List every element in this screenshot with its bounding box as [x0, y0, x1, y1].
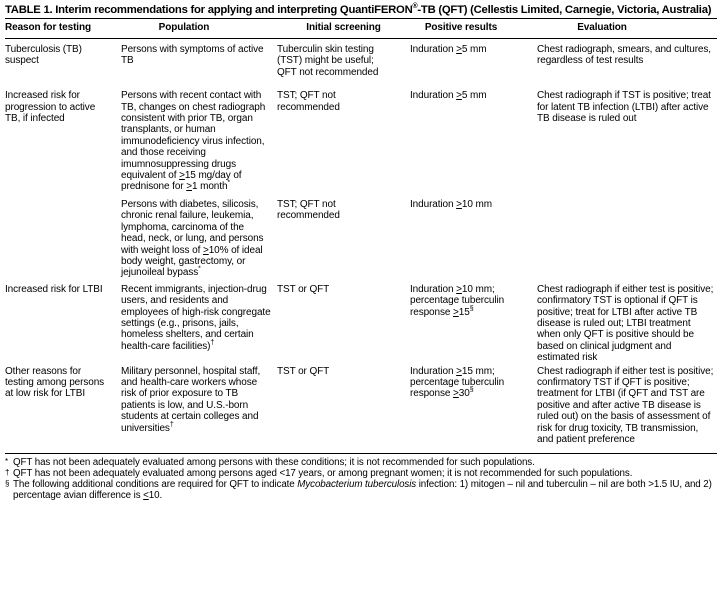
column-header-reason-for-testing: Reason for testing	[5, 22, 91, 33]
header-divider-rule	[5, 38, 717, 39]
table-row-increased-risk-progression	[5, 90, 717, 193]
footnote-text: QFT has not been adequately evaluated among persons aged <17 years, or among pregnant women; it is not recommended for such populations.	[13, 468, 633, 480]
cell-positive-results: Induration >5 mm	[410, 44, 487, 55]
cell-population: Persons with recent contact with TB, changes on chest radiograph consistent with prior TB, organ transplants, or human immunodeficiency virus infection, and those receiving imumnosuppressing drugs equivalent of >15 mg/day of prednisone for >1 month*	[121, 90, 266, 193]
table-bottom-spacer	[5, 445, 717, 451]
table-header-row	[5, 19, 717, 38]
footnote-asterisk	[5, 457, 717, 468]
column-header-evaluation: Evaluation	[577, 22, 627, 33]
footnote-marker: †	[5, 468, 10, 478]
cell-initial-screening: TST; QFT not recommended	[277, 198, 340, 222]
column-header-population: Population	[158, 22, 210, 33]
footnote-marker: *	[5, 457, 9, 467]
cell-evaluation: Chest radiograph if either test is positive; confirmatory TST if QFT is positive; treatment for LTBI (if QFT and TST are positive and after active TB disease is ruled out) on the basis of assessment of risk for drug toxicity, TB transmission, and patient preference	[537, 365, 714, 445]
column-header-initial-screening: Initial screening	[306, 22, 381, 33]
cell-population: Recent immigrants, injection-drug users, and residents and employees of high-risk congregate settings (e.g., prisons, jails, homeless shelters, and certain health-care facilities)†	[121, 283, 271, 352]
footnote-dagger	[5, 468, 717, 479]
cell-reason: Other reasons for testing among persons at low risk for LTBI	[5, 365, 105, 400]
table-row-increased-risk-progression-continued	[5, 199, 717, 279]
cell-reason: Tuberculosis (TB) suspect	[5, 44, 82, 67]
cell-initial-screening: TST; QFT not recommended	[277, 90, 340, 113]
cell-reason: Increased risk for progression to active TB, if infected	[5, 90, 96, 125]
cell-population: Persons with symptoms of active TB	[121, 44, 264, 67]
cell-initial-screening: TST or QFT	[277, 365, 330, 377]
table-row-other-reasons-low-risk	[5, 366, 717, 446]
table-row-increased-risk-ltbi	[5, 284, 717, 364]
cell-initial-screening: TST or QFT	[277, 283, 330, 295]
column-header-positive-results: Positive results	[424, 22, 498, 33]
cell-population: Persons with diabetes, silicosis, chronic renal failure, leukemia, lymphoma, carcinoma of the head, neck, or lung, and persons with weight loss of >10% of ideal body weight, gastrectomy, or jejunoileal bypass*	[121, 198, 264, 279]
cell-evaluation: Chest radiograph, smears, and cultures, regardless of test results	[537, 44, 711, 67]
footnote-section-sign	[5, 479, 717, 501]
cell-evaluation: Chest radiograph if TST is positive; treat for latent TB infection (LTBI) after active TB disease is ruled out	[537, 90, 711, 125]
table-title: TABLE 1. Interim recommendations for applying and interpreting QuantiFERON®-TB (QFT) (Cellestis Limited, Carnegie, Victoria, Australia)	[5, 3, 712, 16]
cell-evaluation: Chest radiograph if either test is positive; confirmatory TST is optional if QFT is positive; treat for LTBI after active TB disease is ruled out; LTBI treatment when only QFT is positive should be based on clinical judgment and estimated risk	[537, 283, 714, 364]
table-row-tb-suspect	[5, 44, 717, 78]
cell-positive-results: Induration >10 mm; percentage tuberculin response >15§	[410, 283, 505, 318]
footnote-text: The following additional conditions are required for QFT to indicate Mycobacterium tuberculosis infection: 1) mitogen – nil and tuberculin – nil are both >1.5 IU, and 2) percentage avian difference is <10.	[13, 479, 712, 502]
footnote-marker: §	[5, 479, 10, 489]
cell-positive-results: Induration >10 mm	[410, 198, 492, 210]
cell-initial-screening: Tuberculin skin testing (TST) might be useful; QFT not recommended	[277, 44, 379, 78]
cell-reason: Increased risk for LTBI	[5, 283, 103, 295]
cell-positive-results: Induration >5 mm	[410, 90, 487, 102]
cell-positive-results: Induration >15 mm; percentage tuberculin response >30§	[410, 365, 505, 400]
cell-population: Military personnel, hospital staff, and health-care workers whose risk of prior exposure to TB patients is low, and U.S.-born students at certain colleges and universities†	[121, 365, 261, 434]
footnote-text: QFT has not been adequately evaluated among persons with these conditions; it is not recommended for such populations.	[13, 457, 535, 469]
footnotes-section	[5, 454, 717, 501]
